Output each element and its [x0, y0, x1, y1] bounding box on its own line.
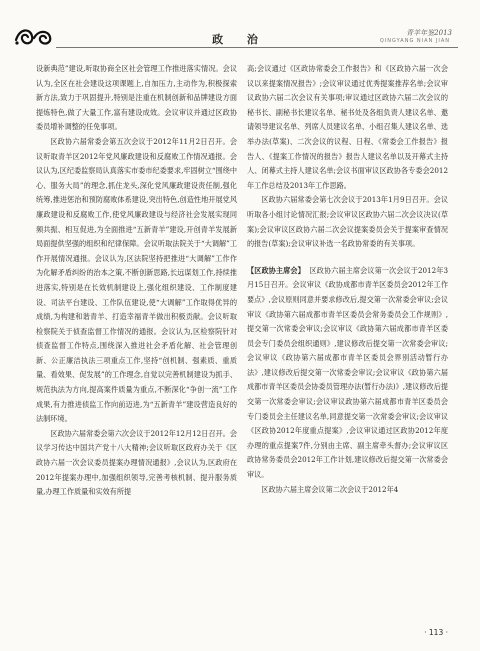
header-rule: [56, 47, 458, 48]
section-heading: 【区政协主席会】: [247, 265, 305, 275]
page-number: · 113 ·: [424, 628, 448, 637]
yearbook-brand: 青羊年鉴2013: [406, 29, 452, 37]
paragraph: 高;会议通过《区政协常委会工作报告》和《区政协六届一次会议以来提案情况报告》;会议审议通过优秀提案推荐名单;会议审议政协六届二次会议有关事项;审议通过区政协六届二次会议的秘书长、副秘书长建议名单、秘书处及各组负责人建议名单、邀请领导建议名单、列席人员建议名单、小组召集人建议名单、选举办法(草案)、二次会议的议程、日程、《常委会工作报告》报告人、《提案工作情况的报告》报告人建议名单以及开幕式主持人、闭幕式主持人建议名单;会议书面审议区政协各专委会2012年工作总结及2013年工作思路。: [247, 64, 448, 190]
section-title: 政 治: [212, 33, 268, 46]
paragraph: 区政协六届主席会议第二次会议于2012年4: [261, 484, 399, 494]
paragraph: 区政协六届常委会第七次会议于2013年1月9日召开。会议听取各小组讨论情况汇报;会议审议区政协六届二次会议决议(草案);会议审议区政协六届二次会议提案委员会关于提案审查情况的报告(草案);会议审议补选一名政协常委的有关事项。: [247, 195, 448, 249]
right-text-column: [247, 62, 448, 497]
paragraph-text: 区政协六届主席会议第一次会议于2012年3月15日召开。会议审议《政协成都市青羊区委员会2012年工作要点》,会议原则同意并要求修改后,提交第一次常委会审议;会议审议《政协第六届成都市青羊区委员会常务委员会工作规则》,提交第一次常委会审议;会议审议《政协第六届成都市青羊区委员会专门委员会组织通则》,建议修改后提交第一次常委会审议;会议审议《政协第六届成都市青羊区委员会界别活动暂行办法》,建议修改后提交第一次常委会审议;会议审议《政协第六届成都市青羊区委员会协委员管理办法(暂行办法)》,建议修改后提交第一次常委会审议;会议审议政协第六届成都市青羊区委员会专门委员会主任建议名单,同意提交第一次常委会审议;会议审议《区政协2012年度重点提案》,会议审议通过区政协2012年度办理的重点提案7件,分别由主席、副主席牵头督办;会议审议区政协常务委员会2012年工作计划,建议修改后提交第一次常委会审议。: [247, 265, 448, 480]
yearbook-brand-pinyin: QINGYANG NIAN JIAN: [379, 38, 450, 44]
paragraph-with-heading: [247, 264, 448, 483]
paragraph: 设新典范”建设,听取协商全区社会管理工作推进落实情况。会议认为,全区在社会建设这项课题上,自加压力,主动作为,积极探索新方法,致力于巩固提升,特别是注重在机制创新和品牌建设方面提炼特色,做了大量工作,富有建设成效。会议审议并通过区政协委员增补调整的任免事项。: [36, 64, 237, 132]
paragraph: 区政协六届常委会第五次会议于2012年11月2日召开。会议听取青羊区2012年党风廉政建设和反腐败工作情况通报。会议认为,区纪委监察局认真落实市委市纪委要求,牢固树立“围绕中心、服务大局”的理念,抓住龙头,深化党风廉政建设责任制,强化统筹,推进惩治和预防腐败体系建设,突出特色,创造性地开展党风廉政建设和反腐败工作,使党风廉政建设与经济社会发展实现同频共振、相互促进,为全面推进“五新青羊”建设,开创青羊发展新局面提供坚强的组织和纪律保障。会议听取法院关于“大调解”工作开展情况通报。会议认为,区法院坚持把推进“大调解”工作作为化解矛盾纠纷的治本之策,不断创新思路,长远谋划工作,持续推进落实,特别是在长效机制建设上,强化组织建设、工作制度建设、司法平台建设、工作队伍建设,使“大调解”工作取得优异的成绩,为构建和谐青羊、打造幸福青羊做出积极贡献。会议听取检察院关于侦查监督工作情况的通报。会议认为,区检察院针对侦查监督工作特点,围绕深入推进社会矛盾化解、社会管理创新、公正廉洁执法三项重点工作,坚持“创机制、强素质、重质量、看效果、促发展”的工作理念,自觉以完善机制建设为抓手、规范执法为方向,提高案件质量为重点,不断深化“争创一流”工作成果,有力推进侦监工作向前迈进,为“五新青羊”建设营造良好的法制环境。: [36, 136, 237, 424]
paragraph: 区政协六届常委会第六次会议于2012年12月12日召开。会议学习传达中国共产党十八大精神;会议听取区政府办关于《区政协六届一次会议委员提案办理情况通报》,会议认为,区政府在2012年提案办理中,加强组织领导,完善考核机制、提升服务质量,办理工作质量和实效有所提: [36, 428, 237, 497]
page-header: [0, 0, 480, 50]
left-text-column: [36, 62, 237, 500]
